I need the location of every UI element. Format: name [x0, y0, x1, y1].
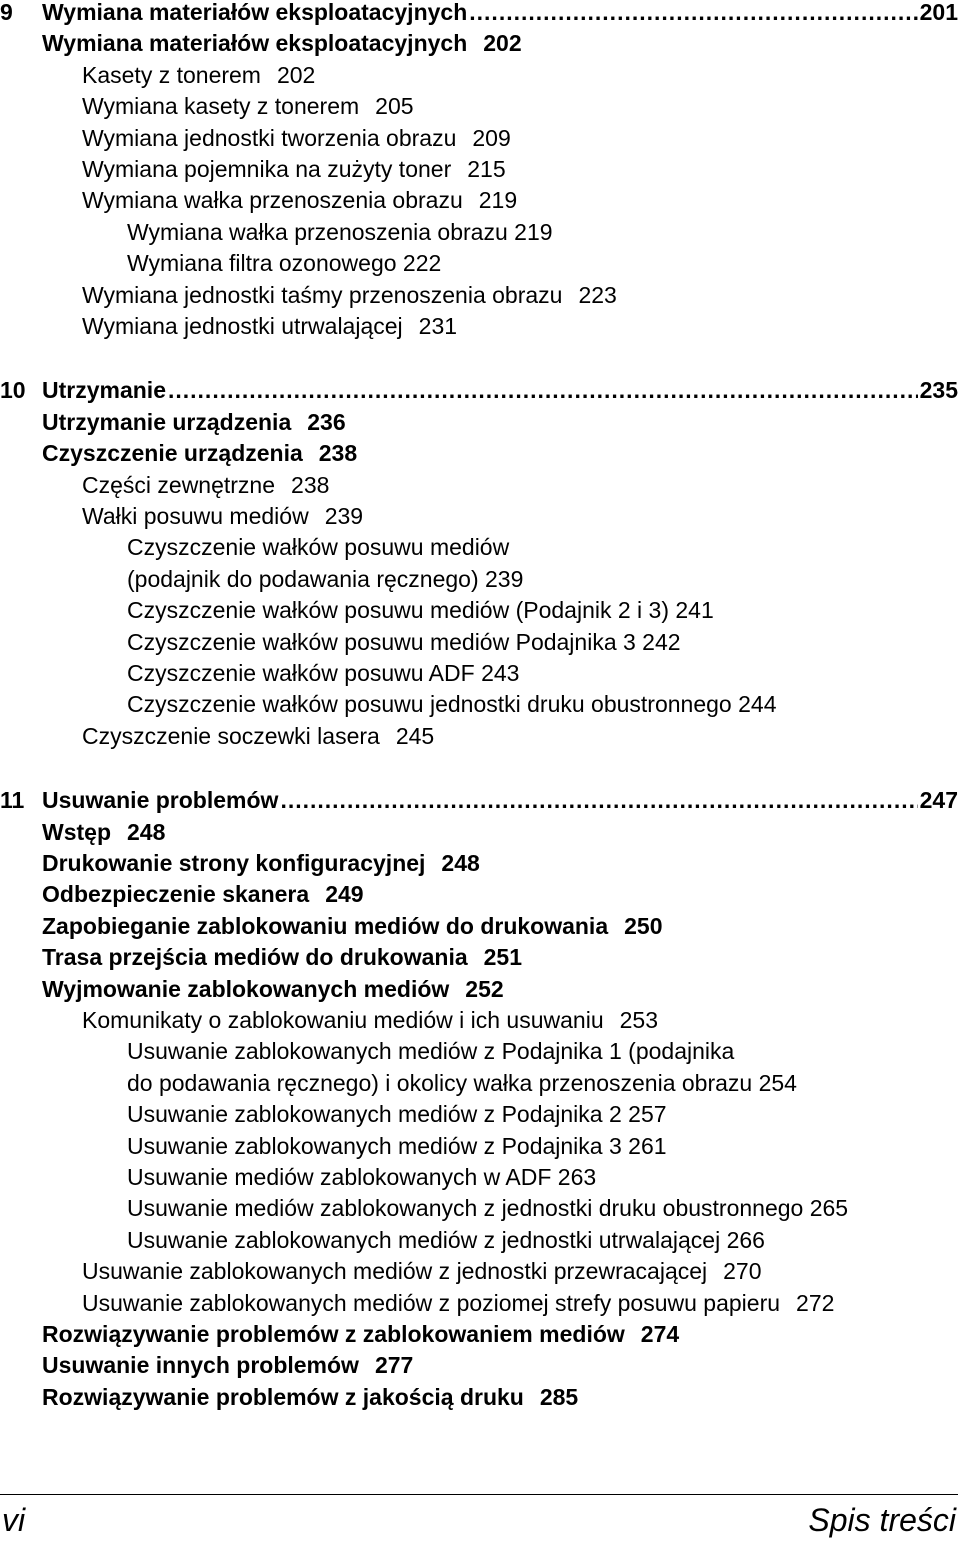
- toc-entry[interactable]: [0, 1068, 960, 1099]
- toc-entry[interactable]: [0, 123, 960, 154]
- toc-entry-title: Czyszczenie wałków posuwu ADF 243: [127, 660, 520, 686]
- toc-entry-page: 205: [375, 93, 414, 120]
- toc-entry[interactable]: [0, 689, 960, 720]
- toc-entry-title: Usuwanie zablokowanych mediów z Podajnika 1 (podajnika: [127, 1038, 735, 1065]
- toc-entry-title: Komunikaty o zablokowaniu mediów i ich usuwaniu: [82, 1007, 604, 1033]
- toc-entry-title: Usuwanie zablokowanych mediów z jednostki przewracającej: [82, 1258, 708, 1285]
- chapter-heading[interactable]: [0, 0, 958, 28]
- chapter-page-number: 201: [919, 0, 958, 25]
- toc-entry-page: 285: [539, 1383, 579, 1410]
- toc-entry[interactable]: [0, 217, 960, 248]
- toc-entry-title: Wyjmowanie zablokowanych mediów: [42, 975, 450, 1002]
- toc-entry-page: 253: [619, 1007, 658, 1033]
- footer-page-number: vi: [2, 1502, 26, 1538]
- dot-leader: [280, 785, 917, 816]
- toc-entry[interactable]: [0, 879, 960, 910]
- toc-entry[interactable]: [0, 1288, 960, 1319]
- toc-entry-page: 215: [467, 156, 506, 182]
- toc-entry[interactable]: [0, 470, 960, 501]
- toc-entry-title: Czyszczenie wałków posuwu mediów (Podajnik 2 i 3) 241: [127, 597, 714, 624]
- toc-entry-title: Części zewnętrzne: [82, 471, 276, 498]
- toc-entry[interactable]: [0, 154, 960, 185]
- toc-entry-title: Usuwanie zablokowanych mediów z Podajnika 2 257: [127, 1101, 667, 1128]
- toc-entry[interactable]: [0, 248, 960, 279]
- toc-entry-title: Wymiana filtra ozonowego 222: [127, 250, 442, 277]
- toc-entry[interactable]: [0, 280, 960, 311]
- toc-entry-title: Wymiana materiałów eksploatacyjnych: [42, 30, 468, 57]
- toc-entry-title: Usuwanie zablokowanych mediów z jednostki utrwalającej 266: [127, 1226, 765, 1253]
- toc-entry[interactable]: [0, 1099, 960, 1130]
- toc-entry-page: 248: [127, 818, 166, 845]
- toc-entry-title: Usuwanie mediów zablokowanych w ADF 263: [127, 1164, 597, 1190]
- toc-entry-page: 274: [640, 1321, 680, 1347]
- toc-entry-page: 219: [478, 187, 518, 214]
- toc-entry-title: Wymiana jednostki tworzenia obrazu: [82, 124, 457, 151]
- toc-entry[interactable]: [0, 185, 960, 216]
- toc-entry-title: Rozwiązywanie problemów z zablokowaniem mediów: [42, 1321, 625, 1347]
- toc-entry-title: Czyszczenie soczewki lasera: [82, 722, 380, 749]
- toc-entry-page: 245: [395, 722, 435, 749]
- toc-entry-page: 238: [318, 440, 358, 467]
- chapter-title: Usuwanie problemów: [42, 787, 279, 814]
- toc-entry-title: Czyszczenie wałków posuwu mediów: [127, 534, 510, 561]
- toc-entry-title: Trasa przejścia mediów do drukowania: [42, 944, 468, 971]
- chapter-title: Utrzymanie: [42, 377, 166, 404]
- toc-entry-page: 249: [325, 881, 364, 908]
- toc-entry-page: 272: [796, 1289, 835, 1316]
- toc-entry[interactable]: [0, 28, 960, 59]
- toc-entry[interactable]: [0, 1350, 960, 1381]
- toc-entry[interactable]: [0, 1319, 960, 1350]
- toc-entry-title: Kasety z tonerem: [82, 61, 261, 88]
- toc-entry-title: Utrzymanie urządzenia: [42, 408, 292, 435]
- toc-entry-title: do podawania ręcznego) i okolicy wałka przenoszenia obrazu 254: [127, 1069, 797, 1096]
- toc-entry-page: 277: [374, 1352, 414, 1379]
- chapter-number: 10: [0, 377, 26, 404]
- chapter-number: 9: [0, 0, 13, 25]
- toc-entry[interactable]: [0, 595, 960, 626]
- toc-entry[interactable]: [0, 942, 960, 973]
- chapter-page-number: 247: [919, 787, 958, 814]
- toc-entry-title: Wymiana jednostki taśmy przenoszenia obrazu: [82, 281, 563, 308]
- toc-entry[interactable]: [0, 817, 960, 848]
- toc-entry-title: Czyszczenie wałków posuwu mediów Podajnika 3 242: [127, 628, 681, 655]
- toc-entry[interactable]: [0, 532, 960, 563]
- toc-entry-title: Wymiana jednostki utrwalającej: [82, 313, 403, 339]
- toc-entry-title: Wymiana wałka przenoszenia obrazu 219: [127, 218, 553, 245]
- toc-entry-title: Drukowanie strony konfiguracyjnej: [42, 850, 426, 876]
- toc-entry-page: 248: [441, 850, 480, 876]
- toc-entry-title: Usuwanie zablokowanych mediów z poziomej strefy posuwu papieru: [82, 1289, 781, 1316]
- chapter-number: 11: [0, 787, 25, 814]
- chapter-heading[interactable]: [0, 785, 958, 816]
- toc-entry-title: Wymiana pojemnika na zużyty toner: [82, 156, 452, 182]
- toc-entry-page: 236: [307, 408, 346, 435]
- toc-entry[interactable]: [0, 627, 960, 658]
- toc-entry-page: 250: [624, 912, 663, 939]
- toc-entry[interactable]: [0, 311, 960, 342]
- dot-leader: [168, 375, 918, 406]
- toc-entry[interactable]: [0, 658, 960, 689]
- toc-entry[interactable]: [0, 501, 960, 532]
- toc-entry[interactable]: [0, 1193, 960, 1224]
- toc-entry[interactable]: [0, 91, 960, 122]
- toc-entry-title: Odbezpieczenie skanera: [42, 881, 310, 908]
- toc-entry-title: Rozwiązywanie problemów z jakością druku: [42, 1383, 524, 1410]
- toc-entry[interactable]: [0, 1382, 960, 1413]
- toc-entry[interactable]: [0, 438, 960, 469]
- toc-entry[interactable]: [0, 974, 960, 1005]
- toc-entry-title: Wymiana kasety z tonerem: [82, 93, 360, 120]
- toc-entry-page: 239: [324, 503, 364, 529]
- toc-entry-title: Zapobieganie zablokowaniu mediów do drukowania: [42, 912, 609, 939]
- dot-leader: [469, 0, 917, 28]
- toc-entry[interactable]: [0, 1036, 960, 1067]
- toc-entry-title: Czyszczenie urządzenia: [42, 440, 303, 467]
- toc-entry[interactable]: [0, 1162, 960, 1193]
- toc-entry-page: 252: [465, 975, 504, 1002]
- chapter-page-number: 235: [919, 377, 958, 404]
- toc-entry[interactable]: [0, 1131, 960, 1162]
- toc-entry-page: 238: [291, 471, 330, 498]
- toc-entry-title: Usuwanie zablokowanych mediów z Podajnika 3 261: [127, 1132, 667, 1159]
- toc-entry-page: 231: [418, 313, 458, 339]
- chapter-title: Wymiana materiałów eksploatacyjnych: [42, 0, 468, 25]
- toc-entry[interactable]: [0, 1005, 960, 1036]
- toc-entry-page: 270: [723, 1258, 762, 1285]
- footer-section-title: Spis treści: [808, 1502, 956, 1538]
- footer-divider: [0, 1494, 958, 1495]
- toc-entry-page: 251: [483, 944, 523, 971]
- toc-entry[interactable]: [0, 60, 960, 91]
- toc-entry-title: Wymiana wałka przenoszenia obrazu: [82, 187, 463, 214]
- chapter-heading[interactable]: [0, 375, 958, 406]
- toc-entry-title: (podajnik do podawania ręcznego) 239: [127, 565, 524, 592]
- toc-entry-page: 202: [276, 61, 316, 88]
- toc-entry[interactable]: [0, 848, 960, 879]
- toc-entry[interactable]: [0, 564, 960, 595]
- toc-entry-title: Wałki posuwu mediów: [82, 503, 309, 529]
- toc-entry-title: Usuwanie mediów zablokowanych z jednostki druku obustronnego 265: [127, 1195, 849, 1222]
- toc-entry-title: Wstęp: [42, 818, 111, 845]
- toc-entry-page: 223: [578, 281, 617, 308]
- toc-entry-title: Czyszczenie wałków posuwu jednostki druku obustronnego 244: [127, 691, 777, 718]
- toc-entry-page: 209: [472, 124, 511, 151]
- toc-entry[interactable]: [0, 1225, 960, 1256]
- toc-entry[interactable]: [0, 911, 960, 942]
- toc-entry[interactable]: [0, 1256, 960, 1287]
- toc-entry[interactable]: [0, 407, 960, 438]
- toc-entry[interactable]: [0, 721, 960, 752]
- toc-entry-page: 202: [483, 30, 522, 57]
- toc-entry-title: Usuwanie innych problemów: [42, 1352, 359, 1379]
